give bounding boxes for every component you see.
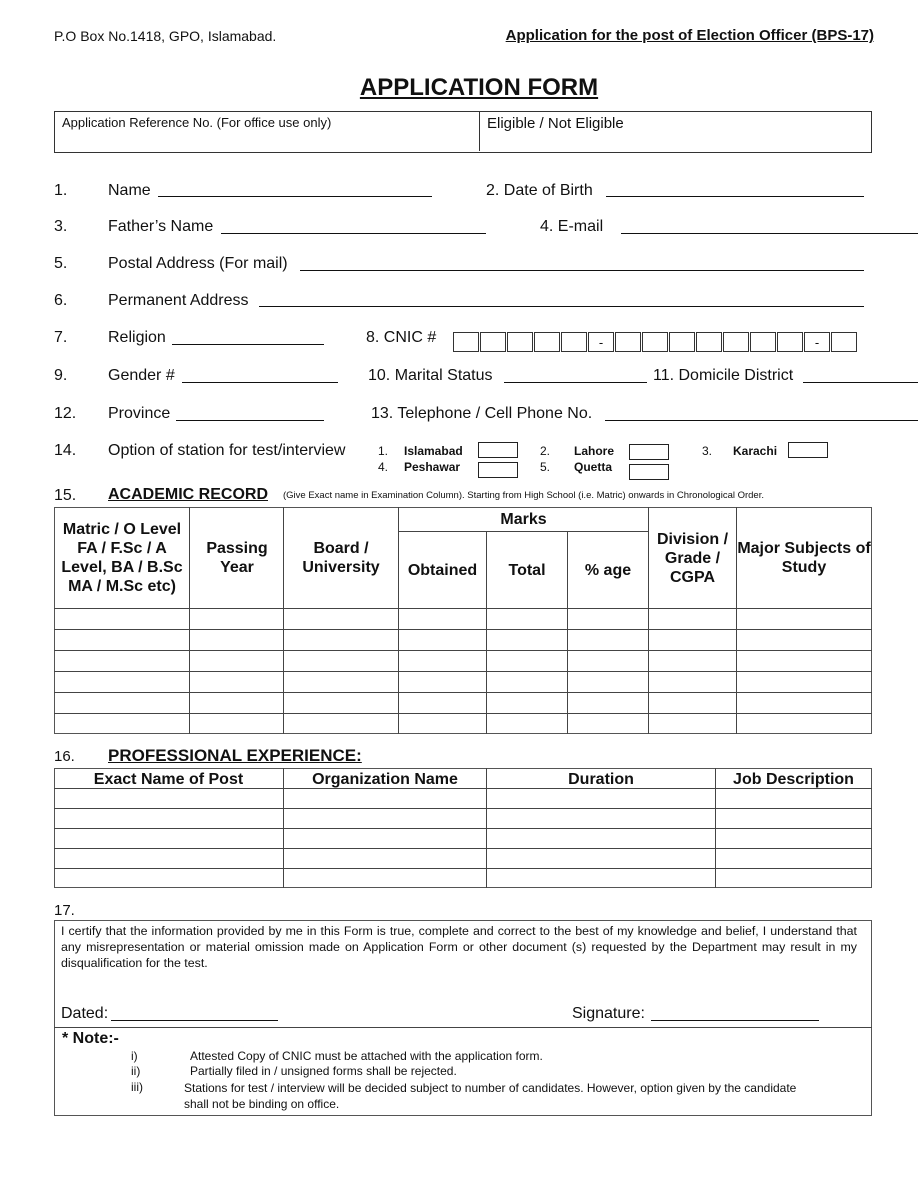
cnic-digit-box[interactable]	[669, 332, 695, 352]
station-number: 2.	[540, 444, 551, 458]
table-row[interactable]	[54, 808, 872, 809]
col-total-header: Total	[508, 561, 546, 579]
cnic-digit-box[interactable]	[831, 332, 857, 352]
station-quetta-label: Quetta	[574, 460, 613, 474]
postal-address-field[interactable]	[300, 270, 864, 271]
signature-label: Signature:	[572, 1005, 645, 1022]
eligibility-label: Eligible / Not Eligible	[487, 115, 624, 132]
marital-status-field[interactable]	[504, 382, 647, 383]
table-row[interactable]	[54, 868, 872, 869]
item-number: 6.	[54, 292, 68, 309]
cnic-digit-box[interactable]	[507, 332, 533, 352]
cnic-digit-box[interactable]	[723, 332, 749, 352]
item-number: 12.	[54, 405, 77, 422]
cnic-dash-cell[interactable]: -	[588, 332, 614, 352]
item-number: 1.	[54, 182, 68, 199]
station-number: 3.	[702, 444, 713, 458]
table-row[interactable]	[54, 848, 872, 849]
col-organization-header: Organization Name	[312, 770, 458, 788]
table-row[interactable]	[54, 828, 872, 829]
table-row[interactable]	[54, 650, 872, 651]
note-number: iii)	[131, 1080, 143, 1094]
religion-field[interactable]	[172, 344, 324, 345]
cnic-digit-box[interactable]	[696, 332, 722, 352]
table-row[interactable]	[54, 788, 872, 789]
station-islamabad-label: Islamabad	[404, 444, 463, 458]
col-exam-header: Matric / O Level FA / F.Sc / A Level, BA / B.Sc MA / M.Sc etc)	[61, 521, 183, 595]
marital-status-label: 10. Marital Status	[368, 367, 493, 384]
dated-field[interactable]	[111, 1020, 278, 1021]
postal-address-label: Postal Address (For mail)	[108, 255, 288, 272]
table-row[interactable]	[54, 713, 872, 714]
col-year-header: Passing Year	[206, 540, 268, 576]
note-divider	[54, 1027, 872, 1028]
item-number: 17.	[54, 902, 75, 919]
note-number: ii)	[131, 1064, 141, 1078]
station-karachi-checkbox[interactable]	[788, 442, 828, 458]
name-label: Name	[108, 182, 151, 199]
province-field[interactable]	[176, 420, 324, 421]
telephone-field[interactable]	[605, 420, 918, 421]
header-divider	[54, 608, 872, 609]
table-row[interactable]	[54, 692, 872, 693]
station-lahore-label: Lahore	[574, 444, 615, 458]
cnic-digit-box[interactable]	[561, 332, 587, 352]
item-number: 3.	[54, 218, 68, 235]
cnic-digit-box[interactable]	[534, 332, 560, 352]
station-number: 4.	[378, 460, 389, 474]
table-row[interactable]	[54, 629, 872, 630]
station-peshawar-label: Peshawar	[404, 460, 461, 474]
domicile-field[interactable]	[803, 382, 918, 383]
col-duration-header: Duration	[568, 770, 634, 788]
cnic-digit-box[interactable]	[615, 332, 641, 352]
gender-field[interactable]	[182, 382, 338, 383]
station-islamabad-checkbox[interactable]	[478, 442, 518, 458]
academic-record-note: (Give Exact name in Examination Column). Starting from High School (i.e. Matric) onwards in Chronological Order.	[283, 490, 764, 501]
col-obtained-header: Obtained	[407, 561, 478, 579]
dated-label: Dated:	[61, 1005, 109, 1022]
station-lahore-checkbox[interactable]	[629, 444, 669, 460]
gender-label: Gender #	[108, 367, 175, 384]
station-number: 5.	[540, 460, 551, 474]
form-title: APPLICATION FORM	[359, 74, 599, 101]
station-quetta-checkbox[interactable]	[629, 464, 669, 480]
item-number: 5.	[54, 255, 68, 272]
col-post-header: Exact Name of Post	[93, 770, 244, 788]
cnic-digit-box[interactable]	[777, 332, 803, 352]
dob-label: 2. Date of Birth	[486, 182, 593, 199]
col-job-description-header: Job Description	[733, 770, 854, 788]
telephone-label: 13. Telephone / Cell Phone No.	[371, 405, 593, 422]
note-item: Partially filed in / unsigned forms shall be rejected.	[190, 1064, 457, 1078]
station-peshawar-checkbox[interactable]	[478, 462, 518, 478]
office-box-divider	[479, 111, 480, 151]
item-number: 7.	[54, 329, 68, 346]
religion-label: Religion	[108, 329, 166, 346]
item-number: 9.	[54, 367, 68, 384]
father-name-label: Father’s Name	[108, 218, 214, 235]
permanent-address-field[interactable]	[259, 306, 864, 307]
item-number: 14.	[54, 442, 77, 459]
email-label: 4. E-mail	[540, 218, 604, 235]
email-field[interactable]	[621, 233, 918, 234]
reference-number-label: Application Reference No. (For office use only)	[62, 115, 332, 130]
col-marks-header: Marks	[500, 511, 547, 528]
station-option-label: Option of station for test/interview	[108, 442, 346, 459]
domicile-label: 11. Domicile District	[653, 367, 794, 384]
note-number: i)	[131, 1049, 138, 1063]
post-title: Application for the post of Election Officer (BPS-17)	[505, 27, 874, 44]
col-percentage-header: % age	[584, 561, 632, 579]
certification-text: I certify that the information provided by me in this Form is true, complete and correct to the best of my knowledge and belief, I understand that any misrepresentation or material omission made on Application Form or other document (s) requested by the Department may result in my disqualification for the test.	[61, 924, 857, 970]
cnic-digit-box[interactable]	[642, 332, 668, 352]
cnic-label: 8. CNIC #	[366, 329, 437, 346]
col-division-header: Division / Grade / CGPA	[656, 530, 729, 586]
cnic-digit-box[interactable]	[480, 332, 506, 352]
office-address: P.O Box No.1418, GPO, Islamabad.	[54, 28, 277, 44]
permanent-address-label: Permanent Address	[108, 292, 249, 309]
station-karachi-label: Karachi	[733, 444, 778, 458]
father-name-field[interactable]	[221, 233, 486, 234]
col-board-header: Board / University	[302, 540, 380, 576]
cnic-dash-cell[interactable]: -	[804, 332, 830, 352]
dob-field[interactable]	[606, 196, 864, 197]
province-label: Province	[108, 405, 171, 422]
name-field[interactable]	[158, 196, 432, 197]
item-number: 15.	[54, 487, 77, 504]
cnic-digit-box[interactable]	[453, 332, 479, 352]
note-title: * Note:-	[62, 1030, 119, 1047]
cnic-digit-box[interactable]	[750, 332, 776, 352]
signature-field[interactable]	[651, 1020, 819, 1021]
table-row[interactable]	[54, 671, 872, 672]
station-number: 1.	[378, 444, 389, 458]
experience-title: PROFESSIONAL EXPERIENCE:	[108, 746, 362, 765]
col-subjects-header: Major Subjects of Study	[737, 540, 871, 576]
note-item: Attested Copy of CNIC must be attached with the application form.	[190, 1049, 543, 1063]
academic-record-title: ACADEMIC RECORD	[108, 486, 268, 503]
item-number: 16.	[54, 748, 75, 765]
note-item: Stations for test / interview will be decided subject to number of candidates. However, option given by the candidate shall not be binding on office.	[184, 1081, 797, 1111]
